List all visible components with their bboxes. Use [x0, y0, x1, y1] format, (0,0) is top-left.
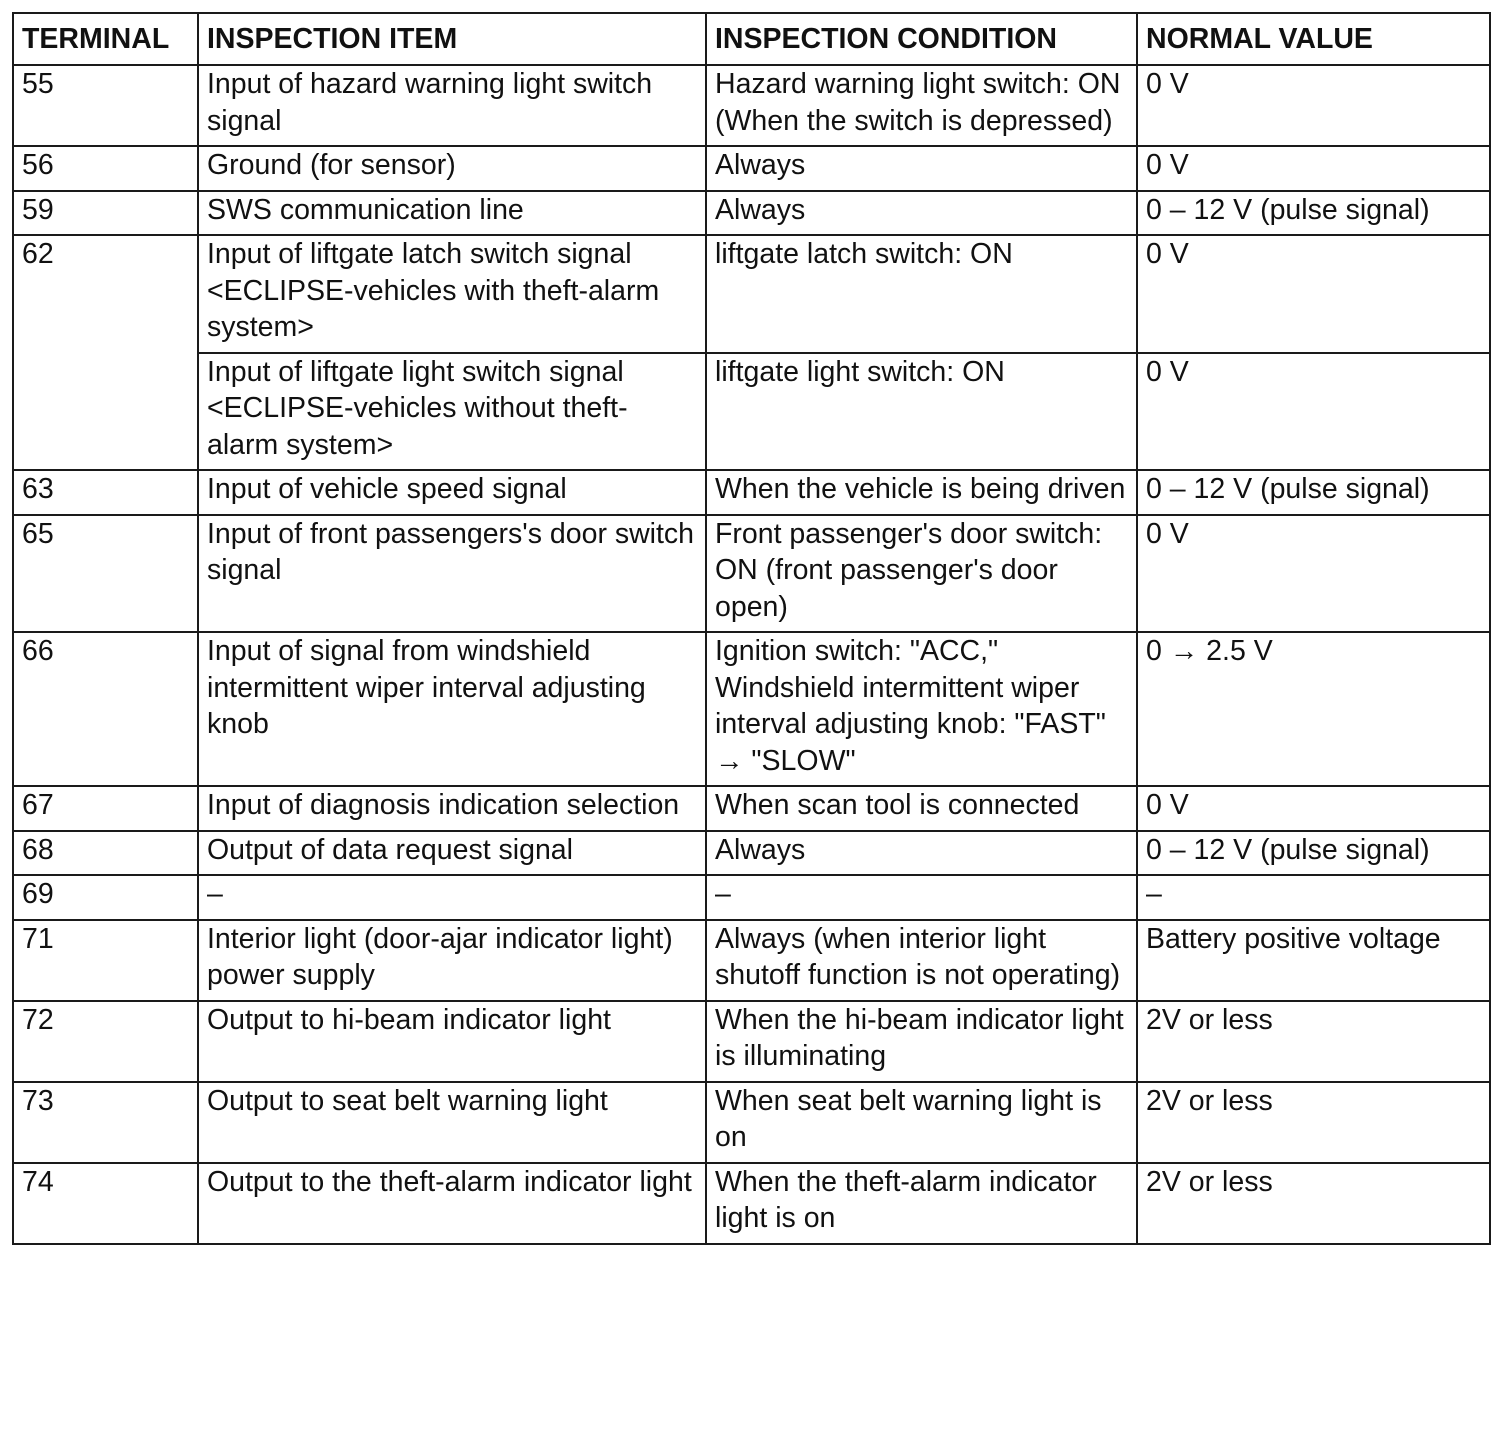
table-row — [13, 1163, 1490, 1244]
item-cell: Input of diagnosis indication selection — [198, 786, 706, 831]
header-terminal: TERMINAL — [13, 13, 198, 65]
condition-cell: Always — [706, 146, 1137, 191]
value-cell: 0 – 12 V (pulse signal) — [1137, 470, 1490, 515]
condition-cell: When the hi-beam indicator light is illuminating — [706, 1001, 1137, 1082]
condition-cell: When the theft-alarm indicator light is on — [706, 1163, 1137, 1244]
table-row — [13, 515, 1490, 633]
value-cell: 2V or less — [1137, 1001, 1490, 1082]
table-row — [13, 875, 1490, 920]
condition-cell: Always — [706, 831, 1137, 876]
condition-cell: liftgate light switch: ON — [706, 353, 1137, 471]
value-cell: 0 → 2.5 V — [1137, 632, 1490, 786]
header-inspection-condition: INSPECTION CONDITION — [706, 13, 1137, 65]
table-row — [13, 920, 1490, 1001]
terminal-cell: 74 — [13, 1163, 198, 1244]
table-row — [13, 146, 1490, 191]
terminal-cell: 65 — [13, 515, 198, 633]
terminal-cell: 73 — [13, 1082, 198, 1163]
condition-cell: Always (when interior light shutoff function is not operating) — [706, 920, 1137, 1001]
item-cell: Input of hazard warning light switch signal — [198, 65, 706, 146]
header-normal-value: NORMAL VALUE — [1137, 13, 1490, 65]
item-cell: Ground (for sensor) — [198, 146, 706, 191]
terminal-cell: 59 — [13, 191, 198, 236]
terminal-cell: 69 — [13, 875, 198, 920]
value-cell: – — [1137, 875, 1490, 920]
value-cell: 0 V — [1137, 515, 1490, 633]
terminal-cell: 56 — [13, 146, 198, 191]
terminal-cell: 62 — [13, 235, 198, 470]
table-header-row — [13, 13, 1490, 65]
value-cell: 0 – 12 V (pulse signal) — [1137, 191, 1490, 236]
item-cell: Interior light (door-ajar indicator light) power supply — [198, 920, 706, 1001]
terminal-cell: 63 — [13, 470, 198, 515]
table-row — [13, 235, 1490, 353]
table-row — [13, 632, 1490, 786]
terminal-cell: 55 — [13, 65, 198, 146]
table-row — [13, 831, 1490, 876]
value-cell: 0 V — [1137, 146, 1490, 191]
condition-cell: Ignition switch: "ACC," Windshield intermittent wiper interval adjusting knob: "FAST" → "SLOW" — [706, 632, 1137, 786]
condition-cell: Always — [706, 191, 1137, 236]
table-row — [13, 1082, 1490, 1163]
condition-cell: When the vehicle is being driven — [706, 470, 1137, 515]
table-row — [13, 65, 1490, 146]
condition-cell: Front passenger's door switch: ON (front passenger's door open) — [706, 515, 1137, 633]
item-cell: Input of vehicle speed signal — [198, 470, 706, 515]
condition-cell: Hazard warning light switch: ON (When the switch is depressed) — [706, 65, 1137, 146]
header-inspection-item: INSPECTION ITEM — [198, 13, 706, 65]
terminal-cell: 67 — [13, 786, 198, 831]
table-row — [13, 786, 1490, 831]
value-cell: 2V or less — [1137, 1163, 1490, 1244]
item-cell: – — [198, 875, 706, 920]
inspection-table — [12, 12, 1491, 1245]
terminal-cell: 72 — [13, 1001, 198, 1082]
item-cell: Output to hi-beam indicator light — [198, 1001, 706, 1082]
item-cell: Input of liftgate light switch signal <ECLIPSE-vehicles without theft-alarm system> — [198, 353, 706, 471]
item-cell: Output to seat belt warning light — [198, 1082, 706, 1163]
item-cell: Output to the theft-alarm indicator light — [198, 1163, 706, 1244]
table-row — [13, 470, 1490, 515]
terminal-cell: 71 — [13, 920, 198, 1001]
value-cell: 0 V — [1137, 65, 1490, 146]
item-cell: Input of signal from windshield intermittent wiper interval adjusting knob — [198, 632, 706, 786]
table-row — [13, 353, 1490, 471]
item-cell: Output of data request signal — [198, 831, 706, 876]
item-cell: SWS communication line — [198, 191, 706, 236]
condition-cell: When scan tool is connected — [706, 786, 1137, 831]
terminal-cell: 68 — [13, 831, 198, 876]
condition-cell: When seat belt warning light is on — [706, 1082, 1137, 1163]
value-cell: 2V or less — [1137, 1082, 1490, 1163]
value-cell: 0 V — [1137, 235, 1490, 353]
condition-cell: liftgate latch switch: ON — [706, 235, 1137, 353]
value-cell: Battery positive voltage — [1137, 920, 1490, 1001]
terminal-cell: 66 — [13, 632, 198, 786]
table-row — [13, 191, 1490, 236]
value-cell: 0 V — [1137, 786, 1490, 831]
value-cell: 0 – 12 V (pulse signal) — [1137, 831, 1490, 876]
condition-cell: – — [706, 875, 1137, 920]
table-row — [13, 1001, 1490, 1082]
item-cell: Input of liftgate latch switch signal <ECLIPSE-vehicles with theft-alarm system> — [198, 235, 706, 353]
item-cell: Input of front passengers's door switch signal — [198, 515, 706, 633]
value-cell: 0 V — [1137, 353, 1490, 471]
